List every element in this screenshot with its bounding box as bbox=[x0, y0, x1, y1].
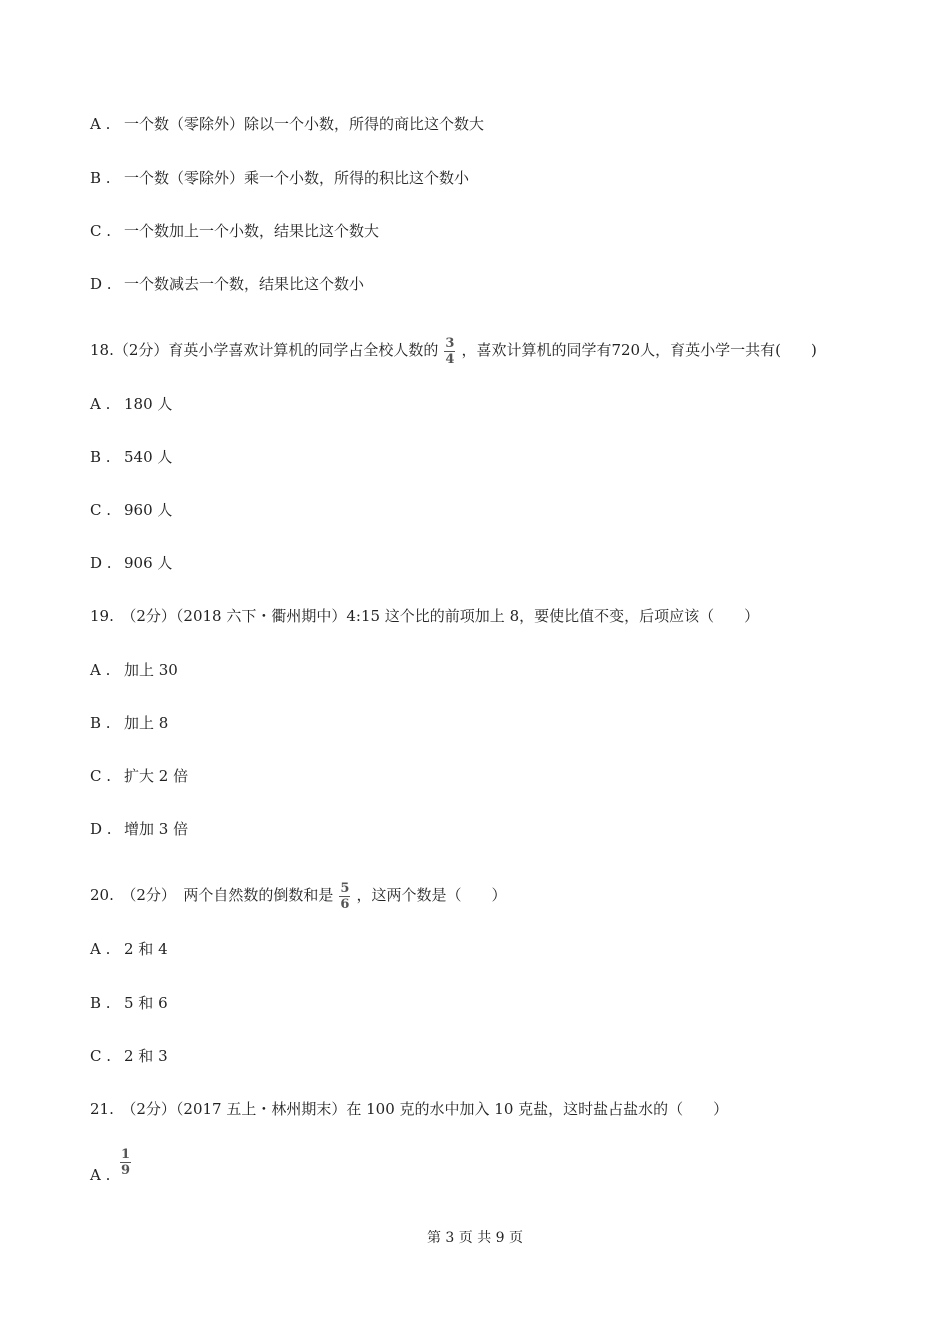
fraction-numerator: 3 bbox=[445, 335, 455, 351]
option-letter: A . bbox=[90, 661, 111, 679]
option-text: 扩大 2 倍 bbox=[124, 767, 189, 785]
q20-fraction bbox=[339, 882, 350, 911]
option-letter: C . bbox=[90, 767, 112, 785]
option-text: 一个数加上一个小数，结果比这个数大 bbox=[124, 222, 380, 240]
q18-stem-before: 18.（2分）育英小学喜欢计算机的同学占全校人数的 bbox=[90, 341, 439, 359]
q20-stem-after: ，这两个数是（ ） bbox=[356, 886, 507, 904]
q20-option-c bbox=[90, 1046, 168, 1066]
q21-stem bbox=[90, 1099, 728, 1119]
page-footer: 第 3 页 共 9 页 bbox=[426, 1230, 524, 1246]
option-letter: B . bbox=[90, 448, 111, 466]
q20-stem-before: 20. （2分） 两个自然数的倒数和是 bbox=[90, 886, 334, 904]
option-text: 增加 3 倍 bbox=[124, 820, 189, 838]
q19-option-c bbox=[90, 766, 188, 786]
option-text: 加上 30 bbox=[124, 661, 178, 679]
q19-option-d bbox=[90, 819, 188, 839]
q18-option-c bbox=[90, 500, 172, 520]
option-letter: B . bbox=[90, 714, 111, 732]
fraction-denominator: 4 bbox=[445, 351, 455, 367]
option-text: 一个数减去一个数，结果比这个数小 bbox=[124, 275, 365, 293]
q20-option-a bbox=[90, 939, 168, 959]
q20-stem bbox=[90, 879, 506, 911]
option-letter: A . bbox=[90, 940, 111, 958]
fraction-numerator: 5 bbox=[340, 880, 350, 896]
option-text: 540 人 bbox=[124, 448, 173, 466]
option-text: 一个数（零除外）除以一个小数，所得的商比这个数大 bbox=[124, 115, 485, 133]
option-text: 加上 8 bbox=[124, 714, 169, 732]
option-text: 180 人 bbox=[124, 395, 173, 413]
option-letter: A . bbox=[90, 395, 111, 413]
q21-option-a bbox=[90, 1148, 137, 1193]
q20-option-b bbox=[90, 993, 168, 1013]
option-text: 5 和 6 bbox=[124, 994, 168, 1012]
option-letter: B . bbox=[90, 169, 111, 187]
fraction-numerator: 1 bbox=[121, 1147, 131, 1162]
q19-option-a bbox=[90, 660, 178, 680]
fraction-denominator: 6 bbox=[340, 896, 350, 912]
q18-stem bbox=[90, 334, 817, 366]
option-text: 906 人 bbox=[124, 554, 173, 572]
option-text: 960 人 bbox=[124, 501, 173, 519]
q18-option-a bbox=[90, 394, 172, 414]
option-letter: C . bbox=[90, 1047, 112, 1065]
q21-stem-text: 21. （2分）（2017 五上・林州期末）在 100 克的水中加入 10 克盐，这时盐占盐水的（ ） bbox=[90, 1100, 729, 1118]
q18-option-d bbox=[90, 553, 172, 573]
option-letter: B . bbox=[90, 994, 111, 1012]
option-text: 2 和 3 bbox=[124, 1047, 168, 1065]
option-letter: D . bbox=[90, 820, 112, 838]
q19-stem-text: 19. （2分）（2018 六下・衢州期中）4:15 这个比的前项加上 8，要使比值不变，后项应该（ ） bbox=[90, 607, 760, 625]
option-letter: D . bbox=[90, 554, 112, 572]
option-letter: A . bbox=[90, 115, 111, 133]
q19-option-b bbox=[90, 713, 168, 733]
q17-option-a bbox=[90, 114, 484, 134]
fraction-denominator: 9 bbox=[121, 1163, 131, 1178]
q18-fraction bbox=[444, 337, 455, 366]
q17-option-d bbox=[90, 274, 364, 294]
q18-option-b bbox=[90, 447, 172, 467]
option-letter: D . bbox=[90, 275, 112, 293]
q21-option-a-fraction bbox=[120, 1148, 131, 1177]
option-text: 2 和 4 bbox=[124, 940, 168, 958]
q18-stem-after: ，喜欢计算机的同学有720人，育英小学一共有( ) bbox=[461, 341, 817, 359]
option-text: 一个数（零除外）乘一个小数，所得的积比这个数小 bbox=[124, 169, 470, 187]
q19-stem bbox=[90, 606, 759, 626]
q17-option-b bbox=[90, 168, 469, 188]
option-letter: A . bbox=[90, 1166, 111, 1184]
option-letter: C . bbox=[90, 222, 112, 240]
option-letter: C . bbox=[90, 501, 112, 519]
q17-option-c bbox=[90, 221, 379, 241]
